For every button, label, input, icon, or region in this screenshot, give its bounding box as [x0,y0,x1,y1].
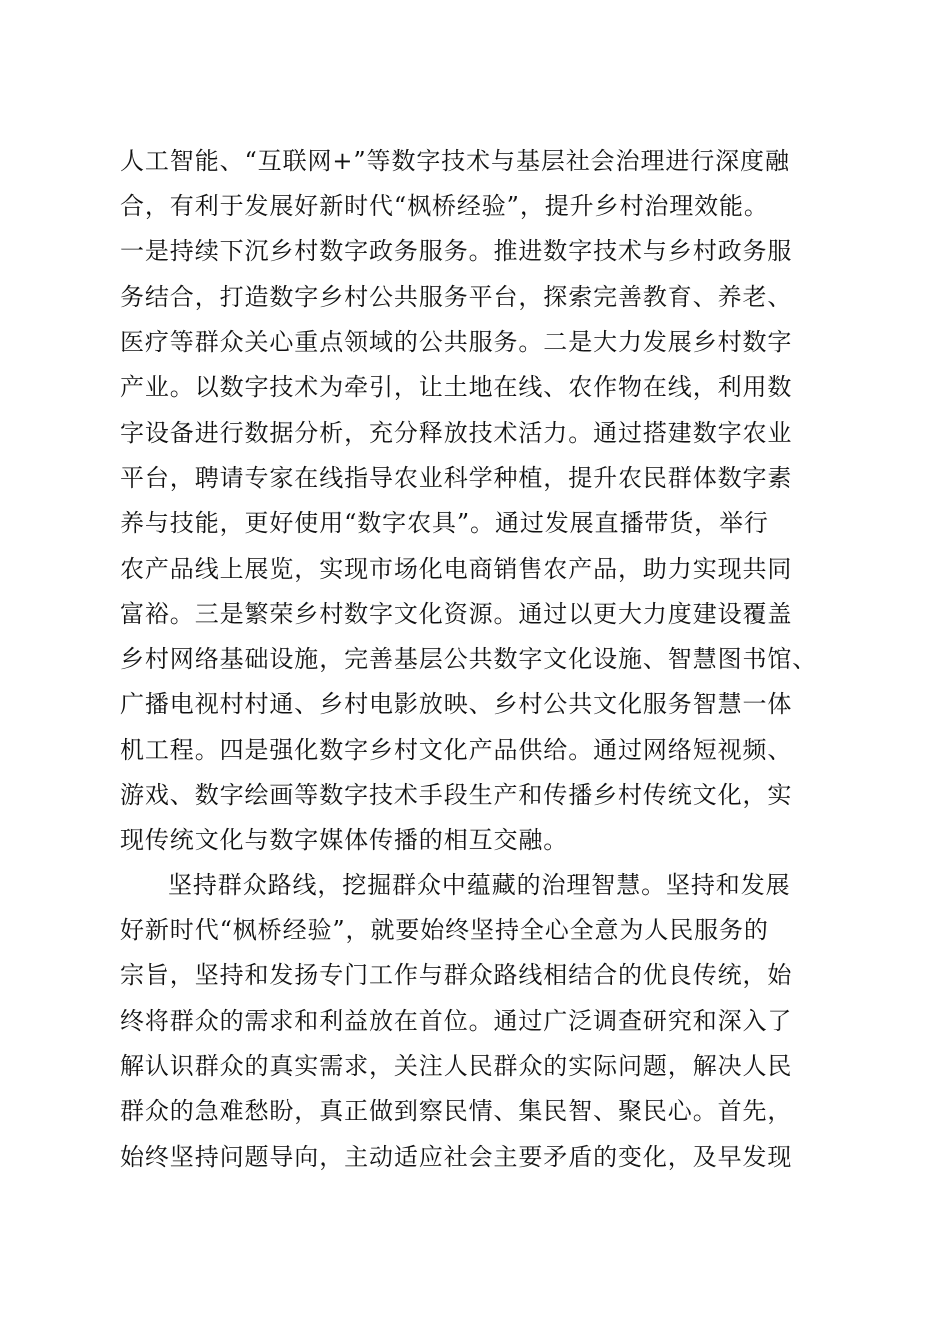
paragraph-line: 平台，聘请专家在线指导农业科学种植，提升农民群体数字素 [120,464,793,492]
paragraph-line: 富裕。三是繁荣乡村数字文化资源。通过以更大力度建设覆盖 [120,600,793,628]
paragraph-line: 产业。以数字技术为牵引，让土地在线、农作物在线，利用数 [120,373,793,401]
paragraph-line: 坚持群众路线，挖掘群众中蕴藏的治理智慧。坚持和发展 [168,871,791,899]
paragraph-line: 务结合，打造数字乡村公共服务平台，探索完善教育、养老、 [120,283,793,311]
paragraph-line: 医疗等群众关心重点领域的公共服务。二是大力发展乡村数字 [120,328,793,356]
paragraph-line: 字设备进行数据分析，充分释放技术活力。通过搭建数字农业 [120,419,793,447]
paragraph-line: 广播电视村村通、乡村电影放映、乡村公共文化服务智慧一体 [120,690,793,718]
paragraph-line: 人工智能、“互联网+”等数字技术与基层社会治理进行深度融 [120,147,790,175]
paragraph-line: 宗旨，坚持和发扬专门工作与群众路线相结合的优良传统，始 [120,961,793,989]
paragraph-line: 机工程。四是强化数字乡村文化产品供给。通过网络短视频、 [120,736,793,764]
paragraph-line: 乡村网络基础设施，完善基层公共数字文化设施、智慧图书馆、 [120,645,818,673]
paragraph-line: 终将群众的需求和利益放在首位。通过广泛调查研究和深入了 [120,1007,793,1035]
paragraph-line: 合，有利于发展好新时代“枫桥经验”，提升乡村治理效能。 [120,192,769,220]
paragraph-line: 始终坚持问题导向，主动适应社会主要矛盾的变化，及早发现 [120,1143,793,1171]
paragraph-line: 群众的急难愁盼，真正做到察民情、集民智、聚民心。首先， [120,1097,793,1125]
paragraph-line: 现传统文化与数字媒体传播的相互交融。 [120,826,569,854]
paragraph-line: 一是持续下沉乡村数字政务服务。推进数字技术与乡村政务服 [120,237,793,265]
paragraph-line: 农产品线上展览，实现市场化电商销售农产品，助力实现共同 [120,555,793,583]
paragraph-line: 好新时代“枫桥经验”，就要始终坚持全心全意为人民服务的 [120,916,769,944]
paragraph-line: 养与技能，更好使用“数字农具”。通过发展直播带货，举行 [120,509,769,537]
paragraph-line: 游戏、数字绘画等数字技术手段生产和传播乡村传统文化，实 [120,781,793,809]
paragraph-line: 解认识群众的真实需求，关注人民群众的实际问题，解决人民 [120,1052,793,1080]
